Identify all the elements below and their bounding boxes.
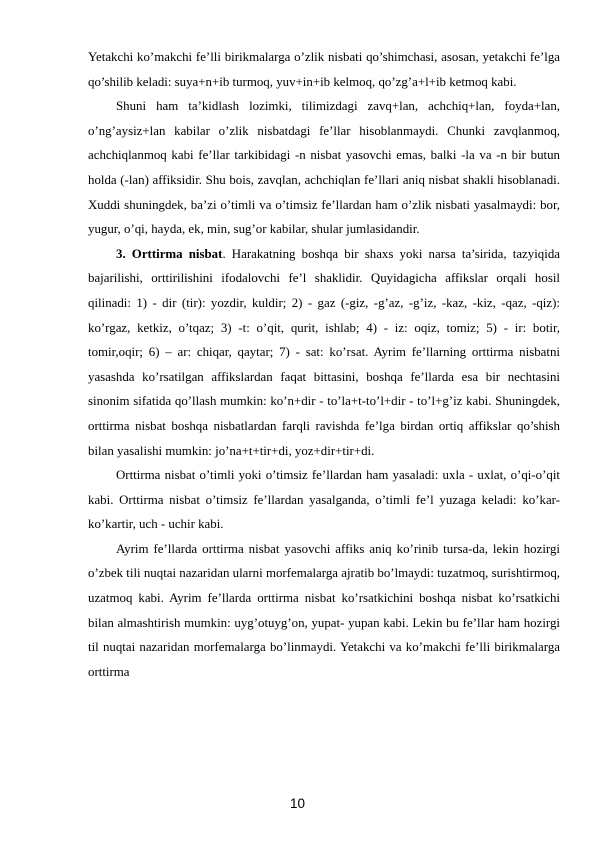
section-body: . Harakatning boshqa bir shaxs yoki narsa ta’sirida, tazyiqida bajarilishi, orttirilishini ifodalovchi fe’l shaklidir. Quyidagicha affikslar orqali hosil qilinadi: 1) - dir (tir): yozdir, kuldir; 2) - gaz (-giz, -g’az, -g’iz, -kaz, -kiz, -qaz, -qiz): ko’rgaz, ketkiz, o’tqaz; 3) -t: o’qit, qurit, ishlab; 4) - iz: oqiz, tomiz; 5) - ir: botir, tomir,oqir; 6) – ar: chiqar, qaytar; 7) - sat: ko’rsat. Ayrim fe’llarning orttirma nisbatni yasashda ko’rsatilgan affikslardan faqat bittasini, boshqa fe’llarda esa bir nechtasini sinonim sifatida qo’llash mumkin: ko’n+dir - to’la+t-to’l+dir - to’l+g’iz kabi. Shuningdek, orttirma nisbat boshqa nisbatlardan farqli ravishda fe’lga birdan ortiq affikslar qo’shish bilan yasalishi mumkin: jo’na+t+tir+di, yoz+dir+tir+di. <box>88 246 561 458</box>
paragraph-intro: Yetakchi ko’makchi fe’lli birikmalarga o’zlik nisbati qo’shimchasi, asosan, yetakchi fe’lga qo’shilib keladi: suya+n+ib turmoq, yuv+in+ib kelmoq, qo’zg’a+l+ib ketmoq kabi. <box>88 50 560 89</box>
page-number: 10 <box>289 796 306 811</box>
paragraph-orttirma-nisbat <box>88 242 560 463</box>
section-heading: 3. Orttirma nisbat <box>116 246 223 261</box>
paragraph-zavqlan: Shuni ham ta’kidlash lozimki, tilimizdagi zavq+lan, achchiq+lan, foyda+lan, o’ng’aysiz+lan kabilar o’zlik nisbatdagi fe’llar hisoblanmaydi. Chunki zavqlanmoq, achchiqlanmoq kabi fe’llar tarkibidagi -n nisbat yasovchi emas, balki -la va -n bir butun holda (-lan) affiksidir. Shu bois, zavqlan, achchiqlan fe’llari aniq nisbat shakli hisoblanadi. Xuddi shuningdek, ba’zi o’timli va o’timsiz fe’llardan ham o’zlik nisbati yasalmaydi: bor, yugur, o’qi, hayda, ek, min, sug’or kabilar, shular jumlasidandir. <box>88 99 560 237</box>
paragraph-ayrim: Ayrim fe’llarda orttirma nisbat yasovchi affiks aniq ko’rinib tursa-da, lekin hozirgi o’zbek tili nuqtai nazaridan ularni morfemalarga ajratib bo’lmaydi: tuzatmoq, surishtirmoq, uzatmoq kabi. Ayrim fe’llarda orttirma nisbat ko’rsatkichini boshqa nisbat ko’rsatkichi bilan almashtirish mumkin: uyg’otuyg’on, yupat- yupan kabi. Lekin bu fe’llar ham hozirgi til nuqtai nazaridan morfemalarga bo’linmaydi. Yetakchi va ko’makchi fe’lli birikmalarga orttirma <box>88 541 560 679</box>
paragraph-otimli: Orttirma nisbat o’timli yoki o’timsiz fe’llardan ham yasaladi: uxla - uxlat, o’qi-o’qit kabi. Orttirma nisbat o’timsiz fe’llardan yasalganda, o’timli fe’l yuzaga keladi: ko’kar- ko’kartir, uch - uchir kabi. <box>88 468 560 532</box>
page-body <box>88 45 560 684</box>
